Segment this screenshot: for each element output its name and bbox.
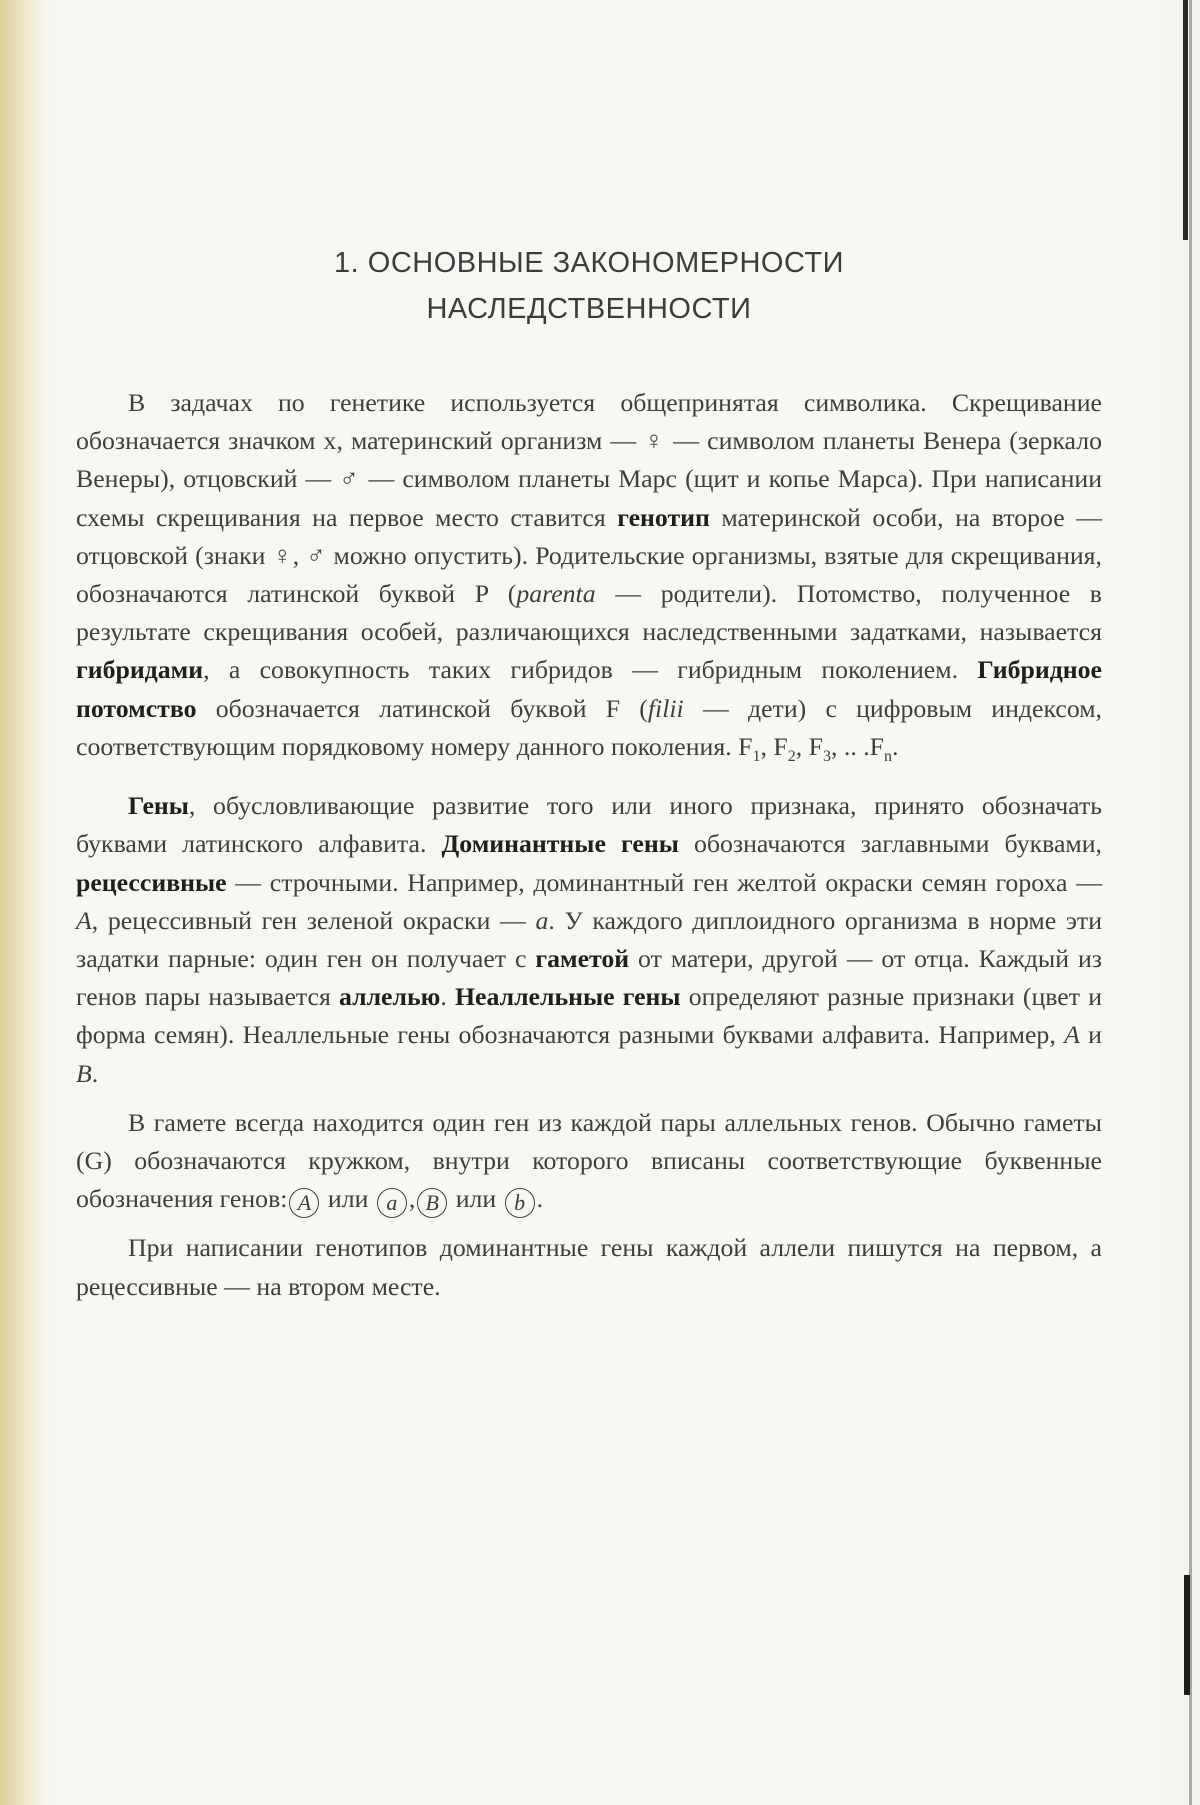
term-hybrid-offspring: Гибридное потомство bbox=[76, 655, 1102, 723]
subscript: 1 bbox=[752, 747, 761, 765]
gene-symbol: A bbox=[1064, 1020, 1080, 1050]
term-recessive: рецессивные bbox=[76, 867, 227, 897]
paragraph-symbols bbox=[76, 384, 1102, 776]
term-filii: filii bbox=[647, 693, 684, 723]
gamete-circle: B bbox=[417, 1188, 447, 1218]
page-content bbox=[76, 240, 1102, 1317]
text-run: . bbox=[91, 1058, 99, 1088]
text-run: , F bbox=[795, 731, 823, 761]
gamete-circle: A bbox=[289, 1188, 319, 1218]
term-nonallelic-genes: Неаллельные гены bbox=[454, 982, 681, 1012]
text-run: . bbox=[536, 1184, 544, 1214]
text-run: определяют разные признаки (цвет и форма семян). Неаллельные гены обозначаются разными буквами алфавита. Например, bbox=[76, 982, 1102, 1050]
gene-symbol: a bbox=[535, 905, 549, 935]
term-genes: Гены bbox=[128, 791, 189, 821]
right-edge-line bbox=[1189, 0, 1192, 1805]
text-run: обозначаются заглавными буквами, bbox=[678, 829, 1102, 859]
paragraph-genotype-order: При написании генотипов доминантные гены каждой аллели пишутся на первом, а рецессивные — на втором месте. bbox=[76, 1233, 1102, 1301]
text-run: — дети) с цифровым индексом, соответствующим порядковому номеру данного поколения. F bbox=[76, 693, 1103, 761]
paragraph-genes bbox=[76, 787, 1102, 1093]
term-allele: аллелью bbox=[338, 982, 441, 1012]
text-run: и bbox=[1079, 1020, 1102, 1050]
text-run: , F bbox=[760, 731, 788, 761]
text-run: В гамете всегда находится один ген из каждой пары аллельных генов. Обычно гаметы (G) обозначаются кружком, внутри которого вписаны соответствующие буквенные обозначения генов: bbox=[76, 1107, 1102, 1214]
text-run: , bbox=[408, 1184, 416, 1214]
text-run: , рецессивный ген зеленой окраски — bbox=[91, 905, 536, 935]
term-dominant-genes: Доминантные гены bbox=[441, 829, 679, 859]
paragraph-gametes bbox=[76, 1104, 1102, 1219]
gamete-circle: a bbox=[377, 1188, 407, 1218]
text-run: . bbox=[892, 731, 899, 761]
chapter-title-line-2: НАСЛЕДСТВЕННОСТИ bbox=[426, 293, 752, 325]
chapter-title bbox=[76, 240, 1102, 332]
text-run: В задачах по генетике используется общепринятая символика. Скрещивание обозначается значком х, материнский организм — ♀ — символом планеты Венера (зеркало Венеры), отцовский — ♂ — символом планеты Марс (щит и копье Марса). При написании схемы скрещивания на первое место ставится bbox=[76, 388, 1102, 532]
term-hybrids: гибридами bbox=[76, 655, 204, 685]
term-gamete: гаметой bbox=[535, 944, 630, 973]
chapter-title-line-1: 1. ОСНОВНЫЕ ЗАКОНОМЕРНОСТИ bbox=[334, 247, 844, 279]
text-run: или bbox=[449, 1184, 503, 1214]
text-run: . bbox=[440, 982, 455, 1012]
gene-symbol: A bbox=[76, 905, 92, 935]
subscript: n bbox=[884, 747, 893, 765]
text-run: . У каждого диплоидного организма в норме эти задатки парные: один ген он получает с bbox=[76, 905, 1102, 973]
gene-symbol: B bbox=[76, 1058, 92, 1088]
left-edge-stain bbox=[0, 0, 44, 1805]
gamete-circle: b bbox=[505, 1188, 535, 1218]
text-run: , а совокупность таких гибридов — гибридным поколением. bbox=[203, 655, 978, 685]
right-edge-mark-top bbox=[1183, 0, 1188, 240]
text-run: , .. .F bbox=[830, 731, 885, 761]
subscript: 2 bbox=[787, 747, 796, 765]
text-run: или bbox=[321, 1184, 375, 1214]
text-run: материнской особи, на второе — отцовской (знаки ♀, ♂ можно опустить). Родительские организмы, взятые для скрещивания, обозначаются латинской буквой P ( bbox=[76, 502, 1102, 609]
right-edge-mark-bottom bbox=[1184, 1575, 1190, 1695]
text-run: — строчными. Например, доминантный ген желтой окраски семян гороха — bbox=[226, 867, 1102, 897]
subscript: 3 bbox=[822, 747, 831, 765]
text-run: обозначается латинской буквой F ( bbox=[196, 693, 648, 723]
text-run: , обусловливающие развитие того или иного признака, принято обозначать буквами латинского алфавита. bbox=[76, 791, 1102, 859]
text-run: — родители). Потомство, полученное в результате скрещивания особей, различающихся наследственными задатками, называется bbox=[76, 579, 1102, 647]
text-run: от матери, другой — от отца. Каждый из генов пары называется bbox=[76, 944, 1102, 1012]
term-genotype: генотип bbox=[617, 502, 710, 532]
term-parenta: parenta bbox=[516, 579, 596, 609]
